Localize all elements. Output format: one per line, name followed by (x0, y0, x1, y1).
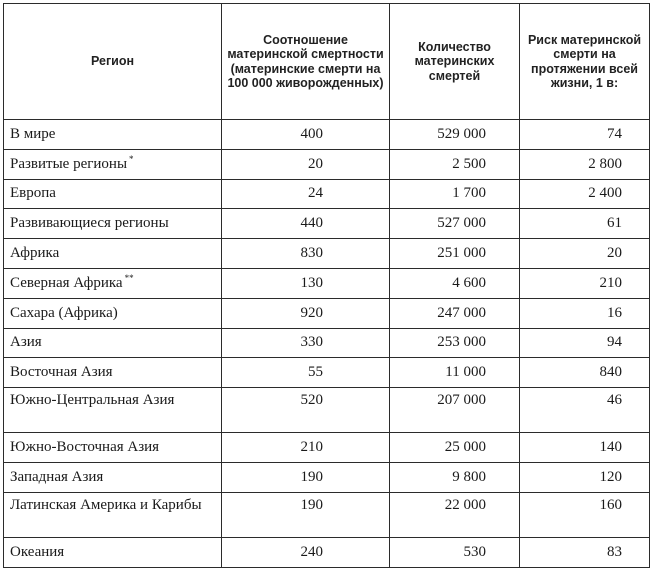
maternal-deaths-cell: 2 500 (390, 149, 520, 179)
table-row (4, 209, 650, 239)
lifetime-risk-cell: 840 (520, 358, 650, 388)
lifetime-risk-cell: 94 (520, 328, 650, 358)
maternal-mortality-ratio-cell: 520 (222, 388, 390, 433)
lifetime-risk-cell: 160 (520, 492, 650, 537)
header-maternal-deaths: Количество материнских смертей (390, 4, 520, 120)
table-row (4, 433, 650, 463)
maternal-mortality-ratio-cell: 330 (222, 328, 390, 358)
region-name: В мире (10, 125, 56, 142)
maternal-deaths-cell: 527 000 (390, 209, 520, 239)
lifetime-risk-cell: 20 (520, 239, 650, 269)
region-name: Развивающиеся регионы (10, 215, 169, 232)
region-name: Северная Африка (10, 274, 123, 291)
region-name: Южно-Центральная Азия (10, 392, 175, 409)
maternal-deaths-cell: 530 (390, 537, 520, 567)
region-name: Сахара (Африка) (10, 304, 118, 321)
footnote-marker: ** (124, 272, 134, 283)
region-cell (4, 433, 222, 463)
lifetime-risk-cell: 140 (520, 433, 650, 463)
maternal-deaths-cell: 1 700 (390, 179, 520, 209)
region-name: Восточная Азия (10, 364, 113, 381)
maternal-mortality-ratio-cell: 190 (222, 492, 390, 537)
maternal-mortality-ratio-cell: 440 (222, 209, 390, 239)
region-cell (4, 298, 222, 328)
region-name: Океания (10, 543, 65, 560)
region-name: Западная Азия (10, 468, 104, 485)
maternal-deaths-cell: 529 000 (390, 120, 520, 150)
region-name: Латинская Америка и Карибы (10, 496, 202, 513)
maternal-deaths-cell: 22 000 (390, 492, 520, 537)
lifetime-risk-cell: 120 (520, 462, 650, 492)
region-name: Развитые регионы (10, 155, 128, 172)
maternal-deaths-cell: 25 000 (390, 433, 520, 463)
region-cell (4, 358, 222, 388)
region-name: Африка (10, 245, 60, 262)
region-cell (4, 462, 222, 492)
maternal-deaths-cell: 207 000 (390, 388, 520, 433)
region-name: Европа (10, 185, 56, 202)
maternal-deaths-cell: 4 600 (390, 268, 520, 298)
maternal-deaths-cell: 9 800 (390, 462, 520, 492)
region-cell (4, 537, 222, 567)
lifetime-risk-cell: 46 (520, 388, 650, 433)
maternal-mortality-ratio-cell: 400 (222, 120, 390, 150)
footnote-marker: * (129, 153, 134, 164)
table-row (4, 120, 650, 150)
lifetime-risk-cell: 74 (520, 120, 650, 150)
region-cell (4, 239, 222, 269)
table-row (4, 239, 650, 269)
maternal-mortality-ratio-cell: 20 (222, 149, 390, 179)
maternal-mortality-ratio-cell: 920 (222, 298, 390, 328)
table-row (4, 179, 650, 209)
lifetime-risk-cell: 2 400 (520, 179, 650, 209)
maternal-mortality-ratio-cell: 240 (222, 537, 390, 567)
maternal-mortality-ratio-cell: 24 (222, 179, 390, 209)
region-cell (4, 492, 222, 537)
header-region: Регион (4, 4, 222, 120)
header-maternal-mortality-ratio: Соотношение материнской смертности (материнские смерти на 100 000 живорожденных) (222, 4, 390, 120)
region-cell (4, 328, 222, 358)
lifetime-risk-cell: 210 (520, 268, 650, 298)
header-row (4, 4, 650, 120)
region-cell (4, 388, 222, 433)
header-lifetime-risk: Риск материнской смерти на протяжении всей жизни, 1 в: (520, 4, 650, 120)
region-cell (4, 268, 222, 298)
region-name: Южно-Восточная Азия (10, 439, 160, 456)
maternal-mortality-ratio-cell: 210 (222, 433, 390, 463)
table-row (4, 149, 650, 179)
table-row (4, 492, 650, 537)
maternal-mortality-ratio-cell: 190 (222, 462, 390, 492)
region-cell (4, 149, 222, 179)
maternal-deaths-cell: 11 000 (390, 358, 520, 388)
lifetime-risk-cell: 16 (520, 298, 650, 328)
maternal-mortality-ratio-cell: 55 (222, 358, 390, 388)
region-cell (4, 179, 222, 209)
region-cell (4, 209, 222, 239)
maternal-mortality-ratio-cell: 830 (222, 239, 390, 269)
maternal-mortality-table (3, 3, 650, 568)
maternal-deaths-cell: 247 000 (390, 298, 520, 328)
lifetime-risk-cell: 83 (520, 537, 650, 567)
maternal-deaths-cell: 251 000 (390, 239, 520, 269)
lifetime-risk-cell: 2 800 (520, 149, 650, 179)
table-row (4, 388, 650, 433)
maternal-mortality-ratio-cell: 130 (222, 268, 390, 298)
region-name: Азия (10, 334, 42, 351)
table-row (4, 462, 650, 492)
region-cell (4, 120, 222, 150)
table-row (4, 358, 650, 388)
maternal-deaths-cell: 253 000 (390, 328, 520, 358)
lifetime-risk-cell: 61 (520, 209, 650, 239)
table-row (4, 537, 650, 567)
table-row (4, 328, 650, 358)
table-row (4, 268, 650, 298)
table-row (4, 298, 650, 328)
